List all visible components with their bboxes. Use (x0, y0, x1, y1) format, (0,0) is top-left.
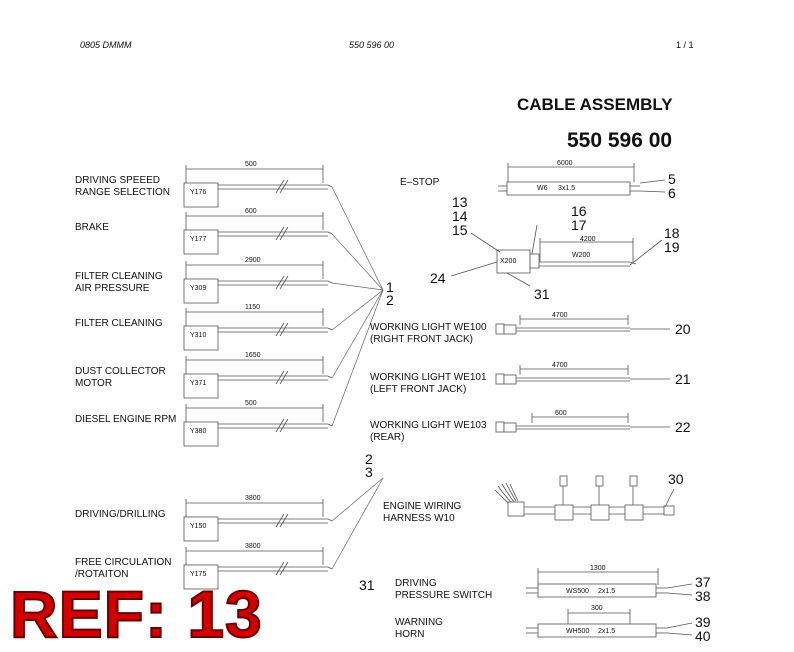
ref-3: 3 (365, 464, 373, 480)
ref-2: 2 (386, 292, 394, 308)
work-light-label: WORKING LIGHT WE103 (REAR) (370, 420, 487, 443)
left-cable-length: 500 (245, 400, 257, 407)
w200-cable-id: W200 (572, 252, 591, 259)
left-cable-5 (184, 356, 332, 398)
header-part-number: 550 596 00 (349, 40, 395, 50)
left-cable-6 (184, 404, 332, 446)
left-cable-length: 1150 (245, 304, 261, 311)
w200-cable (451, 222, 662, 286)
w200-connector: X200 (500, 258, 517, 265)
part-number: 550 596 00 (567, 129, 673, 152)
left-cable-length: 600 (245, 208, 257, 215)
ref-30: 30 (668, 471, 684, 487)
left-cable-label: FILTER CLEANING AIR PRESSURE (75, 271, 163, 294)
left-cable-length: 1650 (245, 352, 261, 359)
left-cable-1 (184, 165, 332, 207)
ref-40: 40 (695, 628, 711, 644)
pressure-switch-label: DRIVING PRESSURE SWITCH (395, 578, 493, 601)
left-cable-4 (184, 308, 332, 350)
left-cable-label: FILTER CLEANING (75, 318, 163, 329)
estop-cable (498, 163, 665, 195)
work-light-cable-1 (496, 315, 670, 334)
left-cable-length: 3800 (245, 495, 261, 502)
ref-20: 20 (675, 321, 691, 337)
work-light-length: 4700 (552, 312, 568, 319)
left-cable-code: Y309 (190, 285, 207, 292)
ref-2b: 2 (365, 451, 373, 467)
ref-19: 19 (664, 239, 680, 255)
left-cable-label: BRAKE (75, 222, 109, 233)
left-cable-code: Y175 (190, 571, 207, 578)
engine-harness-drawing (495, 476, 674, 520)
estop-cable-spec: 3x1.5 (558, 185, 576, 192)
left-cable-length: 500 (245, 161, 257, 168)
left-cable-code: Y177 (190, 236, 207, 243)
work-light-cable-2 (496, 365, 670, 384)
ref-18: 18 (664, 225, 680, 241)
estop-label: E–STOP (400, 177, 440, 188)
left-cable-label: DUST COLLECTOR MOTOR (75, 366, 166, 389)
ref-6: 6 (668, 185, 676, 201)
ref-38: 38 (695, 588, 711, 604)
ref-15: 15 (452, 222, 468, 238)
warning-horn-length: 300 (591, 605, 603, 612)
left-cable-code: Y150 (190, 523, 207, 530)
left-cable-2 (184, 212, 332, 254)
w200-length: 4200 (580, 236, 596, 243)
switch-cables (526, 568, 692, 637)
header-doc-code: 0805 DMMM (80, 40, 132, 50)
header-page-count: 1 / 1 (676, 40, 694, 50)
left-cable-label: DRIVING/DRILLING (75, 509, 166, 520)
ref-21: 21 (675, 371, 691, 387)
ref-39: 39 (695, 614, 711, 630)
left-cable-code: Y371 (190, 380, 207, 387)
pressure-switch-length: 1300 (590, 565, 606, 572)
left-cable-7 (184, 499, 332, 541)
ref-17: 17 (571, 217, 587, 233)
ref-16: 16 (571, 203, 587, 219)
work-light-label: WORKING LIGHT WE100 (RIGHT FRONT JACK) (370, 322, 487, 345)
ref-1: 1 (386, 279, 394, 295)
work-light-length: 4700 (552, 362, 568, 369)
left-cable-length: 2900 (245, 257, 261, 264)
page-title: CABLE ASSEMBLY (517, 95, 673, 114)
ref-31: 31 (534, 286, 550, 302)
left-cable-code: Y310 (190, 332, 207, 339)
ref-stamp: REF: 13 (10, 577, 263, 651)
ref-5: 5 (668, 171, 676, 187)
warning-horn-cable-id: WH500 (566, 628, 590, 635)
left-cable-label: DRIVING SPEEED RANGE SELECTION (75, 175, 171, 198)
pressure-switch-cable-id: WS500 (566, 588, 589, 595)
engine-harness-label: ENGINE WIRING HARNESS W10 (383, 501, 462, 524)
estop-length: 6000 (557, 160, 573, 167)
warning-horn-cable-spec: 2x1.5 (598, 628, 616, 635)
work-light-cable-3 (496, 413, 670, 432)
ref-24: 24 (430, 270, 446, 286)
left-cable-label: DIESEL ENGINE RPM (75, 414, 177, 425)
ref-13: 13 (452, 194, 468, 210)
warning-horn-label: WARNING HORN (395, 617, 443, 640)
ref-22: 22 (675, 419, 691, 435)
left-cable-3 (184, 261, 332, 303)
left-cable-length: 3800 (245, 543, 261, 550)
work-light-label: WORKING LIGHT WE101 (LEFT FRONT JACK) (370, 372, 487, 395)
ref-37: 37 (695, 574, 711, 590)
left-cable-label: FREE CIRCULATION /ROTAITON (75, 557, 172, 580)
pressure-switch-cable-spec: 2x1.5 (598, 588, 616, 595)
ref-31b: 31 (359, 577, 375, 593)
work-light-length: 600 (555, 410, 567, 417)
ref-14: 14 (452, 208, 468, 224)
left-cable-code: Y176 (190, 189, 207, 196)
estop-cable-id: W6 (537, 185, 548, 192)
left-cable-code: Y380 (190, 428, 207, 435)
